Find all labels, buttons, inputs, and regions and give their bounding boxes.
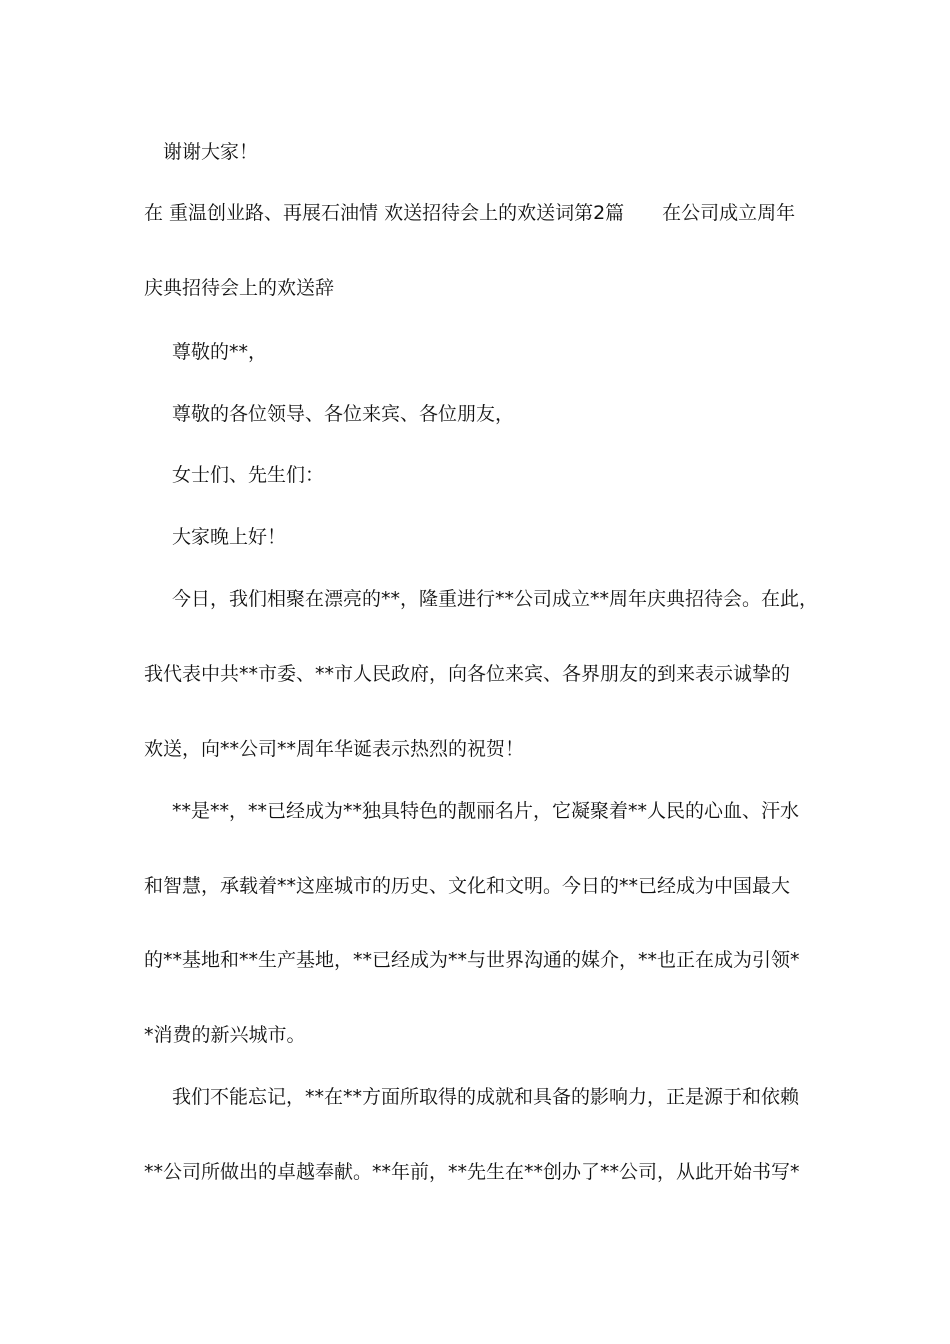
- paragraph-2-line-3: 的**基地和**生产基地，**已经成为**与世界沟通的媒介，**也正在成为引领*: [144, 949, 800, 971]
- section-heading-line-1: 在 重温创业路、再展石油情 欢送招待会上的欢送词第2篇 在公司成立周年: [144, 202, 796, 224]
- salutation-line-3: 女士们、先生们：: [172, 464, 325, 486]
- paragraph-1-line-1: 今日，我们相聚在漂亮的**，隆重进行**公司成立**周年庆典招待会。在此，: [172, 588, 819, 610]
- paragraph-3-line-1: 我们不能忘记，**在**方面所取得的成就和具备的影响力，正是源于和依赖: [172, 1086, 800, 1108]
- paragraph-2-line-2: 和智慧，承载着**这座城市的历史、文化和文明。今日的**已经成为中国最大: [144, 875, 791, 897]
- greeting-line: 大家晚上好！: [172, 526, 287, 548]
- paragraph-2-line-1: **是**，**已经成为**独具特色的靓丽名片，它凝聚着**人民的心血、汗水: [172, 800, 800, 822]
- paragraph-1-line-3: 欢送，向**公司**周年华诞表示热烈的祝贺！: [144, 738, 525, 760]
- paragraph-1-line-2: 我代表中共**市委、**市人民政府，向各位来宾、各界朋友的到来表示诚挚的: [144, 663, 791, 685]
- salutation-line-2: 尊敬的各位领导、各位来宾、各位朋友，: [172, 403, 515, 425]
- paragraph-2-line-4: *消费的新兴城市。: [144, 1024, 306, 1046]
- closing-thanks: 谢谢大家！: [163, 141, 259, 163]
- section-heading-line-2: 庆典招待会上的欢送辞: [144, 277, 335, 299]
- salutation-line-1: 尊敬的**，: [172, 341, 268, 363]
- paragraph-3-line-2: **公司所做出的卓越奉献。**年前，**先生在**创办了**公司，从此开始书写*: [144, 1161, 800, 1183]
